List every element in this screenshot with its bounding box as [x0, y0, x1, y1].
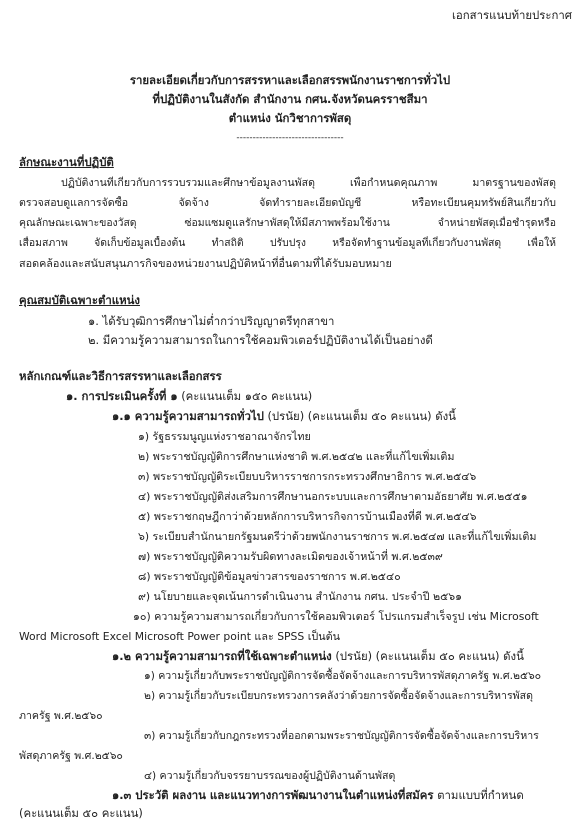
- topic-item: ๑) ความรู้เกี่ยวกับพระราชบัญญัติการจัดซื้อจัดจ้างและการบริหารพัสดุภาครัฐ พ.ศ.๒๕๖๐: [144, 670, 542, 682]
- topic-item: ๔) พระราชบัญญัติส่งเสริมการศึกษานอกระบบและการศึกษาตามอัธยาศัย พ.ศ.๒๕๕๑: [138, 490, 528, 503]
- section-1-1-score: (ปรนัย) (คะแนนเต็ม ๕๐ คะแนน) ดังนี้: [267, 409, 456, 423]
- title-divider: ---------------------------------: [236, 133, 344, 143]
- job-text-line: ตรวจสอบดูแลการจัดซื้อ จัดจ้าง จัดทำรายละเอียดบัญชี หรือทะเบียนคุมทรัพย์สินเกี่ยวกับ: [19, 197, 556, 209]
- job-text-line: เสื่อมสภาพ จัดเก็บข้อมูลเบื้องต้น ทำสถิติ ปรับปรุง หรือจัดทำฐานข้อมูลที่เกี่ยวกับงานพัสดุ เพื่อให้: [19, 237, 556, 249]
- section-1-3-score: (คะแนนเต็ม ๕๐ คะแนน): [19, 806, 143, 820]
- section-1-2-score: (ปรนัย) (คะแนนเต็ม ๕๐ คะแนน) ดังนี้: [335, 649, 524, 663]
- section-1-2-line: [112, 649, 524, 664]
- topic-item: ๙) นโยบายและจุดเน้นการดำเนินงาน สำนักงาน กศน. ประจำปี ๒๕๖๑: [138, 590, 463, 603]
- section-1-3-line: [112, 788, 524, 803]
- job-heading: ลักษณะงานที่ปฏิบัติ: [19, 155, 114, 169]
- topic-item: ๓) พระราชบัญญัติระเบียบบริหารราชการกระทรวงศึกษาธิการ พ.ศ.๒๕๔๖: [138, 470, 477, 483]
- topic-item: ๒) พระราชบัญญัติการศึกษาแห่งชาติ พ.ศ.๒๕๔๒ และที่แก้ไขเพิ่มเติม: [138, 450, 455, 463]
- topic-item: ๖) ระเบียบสำนักนายกรัฐมนตรีว่าด้วยพนักงานราชการ พ.ศ.๒๕๔๗ และที่แก้ไขเพิ่มเติม: [138, 530, 537, 543]
- topic-item: ๑) รัฐธรรมนูญแห่งราชอาณาจักรไทย: [138, 430, 311, 443]
- section-1-3-label: ๑.๓ ประวัติ ผลงาน และแนวทางการพัฒนางานในตำแหน่งที่สมัคร: [112, 788, 434, 802]
- job-text-line: คุณลักษณะเฉพาะของวัสดุ ซ่อมแซมดูแลรักษาพัสดุให้มีสภาพพร้อมใช้งาน จำหน่ายพัสดุเมื่อชำรุดหรือ: [19, 217, 556, 229]
- qualification-item: ๑. ได้รับวุฒิการศึกษาไม่ต่ำกว่าปริญญาตรีทุกสาขา: [88, 314, 335, 328]
- criteria-heading: หลักเกณฑ์และวิธีการสรรหาและเลือกสรร: [19, 369, 222, 383]
- qualification-item: ๒. มีความรู้ความสามารถในการใช้คอมพิวเตอร์ปฏิบัติงานได้เป็นอย่างดี: [88, 333, 433, 347]
- section-1-1-line: [112, 409, 456, 424]
- title-line-2: ที่ปฏิบัติงานในสังกัด สำนักงาน กศน.จังหวัดนครราชสีมา: [152, 92, 428, 106]
- topic-item-continued: ภาครัฐ พ.ศ.๒๕๖๐: [19, 710, 103, 722]
- header-note: เอกสารแนบท้ายประกาศ: [452, 8, 573, 22]
- title-line-3: ตำแหน่ง นักวิชาการพัสดุ: [228, 111, 352, 125]
- round-1-line: [66, 389, 312, 404]
- topic-item-continued: Word Microsoft Excel Microsoft Power point และ SPSS เป็นต้น: [19, 630, 341, 643]
- topic-item: ๒) ความรู้เกี่ยวกับระเบียบกระทรวงการคลังว่าด้วยการจัดซื้อจัดจ้างและการบริหารพัสดุ: [144, 690, 533, 702]
- topic-item: ๗) พระราชบัญญัติความรับผิดทางละเมิดของเจ้าหน้าที่ พ.ศ.๒๕๓๙: [138, 550, 443, 563]
- title-line-1: รายละเอียดเกี่ยวกับการสรรหาและเลือกสรรพนักงานราชการทั่วไป: [129, 73, 451, 87]
- topic-item: ๑๐) ความรู้ความสามารถเกี่ยวกับการใช้คอมพิวเตอร์ โปรแกรมสำเร็จรูป เช่น Microsoft: [133, 610, 539, 623]
- topic-item: ๓) ความรู้เกี่ยวกับกฎกระทรวงที่ออกตามพระราชบัญญัติการจัดซื้อจัดจ้างและการบริหาร: [144, 730, 539, 742]
- job-text-line: สอดคล้องและสนับสนุนภารกิจของหน่วยงานปฏิบัติหน้าที่อื่นตามที่ได้รับมอบหมาย: [19, 257, 392, 270]
- topic-item: ๔) ความรู้เกี่ยวกับจรรยาบรรณของผู้ปฏิบัติงานด้านพัสดุ: [144, 770, 396, 782]
- topic-item: ๘) พระราชบัญญัติข้อมูลข่าวสารของราชการ พ.ศ.๒๕๔๐: [138, 570, 401, 583]
- job-text-line: ปฏิบัติงานที่เกี่ยวกับการรวบรวมและศึกษาข้อมูลงานพัสดุ เพื่อกำหนดคุณภาพ มาตรฐานของพัสดุ: [61, 177, 556, 189]
- topic-item: ๕) พระราชกฤษฎีกาว่าด้วยหลักการบริหารกิจการบ้านเมืองที่ดี พ.ศ.๒๕๔๖: [138, 510, 477, 523]
- topic-item-continued: พัสดุภาครัฐ พ.ศ.๒๕๖๐: [19, 750, 123, 762]
- section-1-3-note: ตามแบบที่กำหนด: [437, 788, 524, 802]
- qualification-heading: คุณสมบัติเฉพาะตำแหน่ง: [19, 293, 140, 307]
- round-1-label: ๑. การประเมินครั้งที่ ๑: [66, 389, 178, 403]
- section-1-1-label: ๑.๑ ความรู้ความสามารถทั่วไป: [112, 409, 264, 423]
- section-1-2-label: ๑.๒ ความรู้ความสามารถที่ใช้เฉพาะตำแหน่ง: [112, 649, 332, 663]
- round-1-score: (คะแนนเต็ม ๑๕๐ คะแนน): [181, 389, 313, 403]
